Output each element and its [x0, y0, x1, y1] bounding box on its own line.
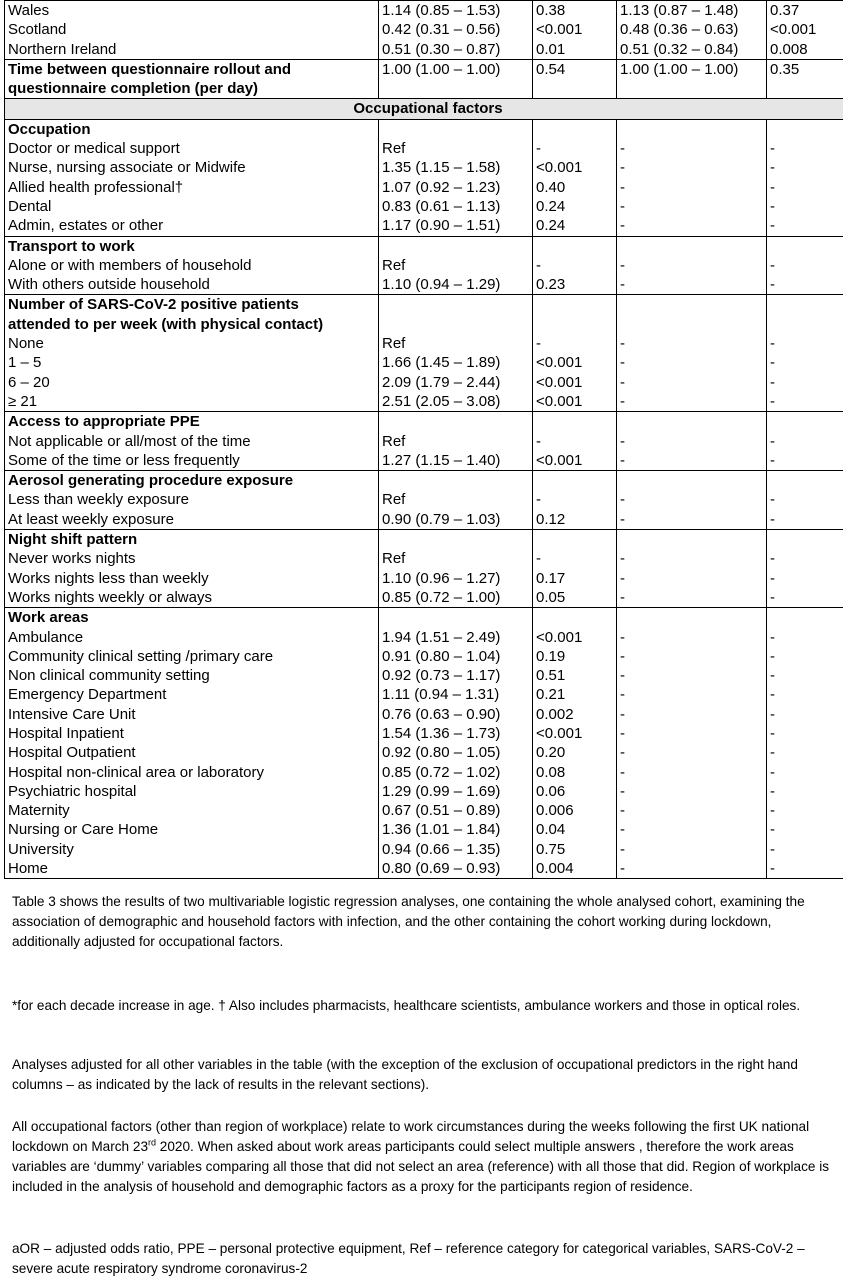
aor-cell: [379, 471, 533, 491]
aor-cell-adjusted: -: [617, 666, 767, 685]
footnote-occupational: [12, 1117, 834, 1197]
p-value-cell: 0.01: [533, 40, 617, 60]
table-row: [5, 549, 843, 568]
p-value-cell-adjusted: -: [767, 216, 843, 236]
group-title-row: [5, 530, 843, 550]
row-label: Intensive Care Unit: [5, 705, 379, 724]
aor-cell: Ref: [379, 256, 533, 275]
row-label: 1 – 5: [5, 353, 379, 372]
aor-cell: [379, 236, 533, 256]
table-row: [5, 216, 843, 236]
table-row: [5, 859, 843, 879]
p-value-cell: 0.24: [533, 197, 617, 216]
p-value-cell-adjusted: -: [767, 178, 843, 197]
group-title-row: [5, 79, 843, 99]
p-value-cell: <0.001: [533, 451, 617, 471]
row-label: Ambulance: [5, 628, 379, 647]
row-label: Less than weekly exposure: [5, 490, 379, 509]
p-value-cell: -: [533, 334, 617, 353]
group-title: questionnaire completion (per day): [5, 79, 379, 99]
aor-cell: 1.94 (1.51 – 2.49): [379, 628, 533, 647]
group-title-row: [5, 471, 843, 491]
p-value-cell: -: [533, 490, 617, 509]
p-value-cell: 0.20: [533, 743, 617, 762]
aor-cell-adjusted: -: [617, 840, 767, 859]
p-value-cell-adjusted: -: [767, 859, 843, 879]
p-value-cell: 0.08: [533, 763, 617, 782]
footnote-adjustment: Analyses adjusted for all other variables in the table (with the exception of the exclusion of occupational predictors in the right hand columns – as indicated by the lack of results in the relevant sections).: [12, 1057, 798, 1092]
table-row: [5, 40, 843, 60]
aor-cell: 1.54 (1.36 – 1.73): [379, 724, 533, 743]
aor-cell-adjusted: [617, 530, 767, 550]
table-row: [5, 628, 843, 647]
aor-cell: 0.51 (0.30 – 0.87): [379, 40, 533, 60]
p-value-cell: 0.23: [533, 275, 617, 295]
aor-cell: [379, 119, 533, 139]
row-label: Nursing or Care Home: [5, 820, 379, 839]
aor-cell-adjusted: -: [617, 373, 767, 392]
row-label: Hospital non-clinical area or laboratory: [5, 763, 379, 782]
p-value-cell: [533, 236, 617, 256]
table-row: [5, 510, 843, 530]
row-label: Dental: [5, 197, 379, 216]
aor-cell: Ref: [379, 490, 533, 509]
p-value-cell: <0.001: [533, 392, 617, 412]
aor-cell-adjusted: -: [617, 743, 767, 762]
p-value-cell-adjusted: -: [767, 275, 843, 295]
p-value-cell: 0.51: [533, 666, 617, 685]
table-row: [5, 451, 843, 471]
aor-cell-adjusted: -: [617, 705, 767, 724]
aor-cell-adjusted: 0.48 (0.36 – 0.63): [617, 20, 767, 39]
aor-cell: Ref: [379, 139, 533, 158]
p-value-cell-adjusted: -: [767, 820, 843, 839]
p-value-cell: 0.19: [533, 647, 617, 666]
aor-cell-adjusted: -: [617, 334, 767, 353]
group-title: attended to per week (with physical contact): [5, 315, 379, 334]
aor-cell-adjusted: -: [617, 685, 767, 704]
aor-cell: 1.36 (1.01 – 1.84): [379, 820, 533, 839]
p-value-cell: <0.001: [533, 353, 617, 372]
footnote-age-ahp: *for each decade increase in age. † Also includes pharmacists, healthcare scientists, ambulance workers and those in optical roles.: [12, 998, 801, 1013]
footnote-occupational-sup: rd: [148, 1137, 157, 1148]
p-value-cell-adjusted: [767, 119, 843, 139]
aor-cell-adjusted: -: [617, 256, 767, 275]
results-table-body: [5, 1, 843, 879]
p-value-cell: 0.05: [533, 588, 617, 608]
p-value-cell: 0.75: [533, 840, 617, 859]
p-value-cell-adjusted: -: [767, 139, 843, 158]
aor-cell-adjusted: -: [617, 216, 767, 236]
p-value-cell: [533, 412, 617, 432]
aor-cell-adjusted: -: [617, 569, 767, 588]
p-value-cell: -: [533, 432, 617, 451]
table-row: [5, 820, 843, 839]
aor-cell-adjusted: 1.13 (0.87 – 1.48): [617, 1, 767, 21]
aor-cell: Ref: [379, 432, 533, 451]
p-value-cell: [533, 530, 617, 550]
p-value-cell-adjusted: [767, 79, 843, 99]
table-row: [5, 197, 843, 216]
row-label: Doctor or medical support: [5, 139, 379, 158]
aor-cell-adjusted: -: [617, 197, 767, 216]
row-label: Maternity: [5, 801, 379, 820]
p-value-cell-adjusted: -: [767, 353, 843, 372]
aor-cell-adjusted: -: [617, 432, 767, 451]
group-title-row: [5, 412, 843, 432]
row-label: Hospital Outpatient: [5, 743, 379, 762]
row-label: Alone or with members of household: [5, 256, 379, 275]
p-value-cell-adjusted: -: [767, 685, 843, 704]
table-row: [5, 782, 843, 801]
p-value-cell-adjusted: [767, 608, 843, 628]
aor-cell-adjusted: -: [617, 139, 767, 158]
p-value-cell: 0.24: [533, 216, 617, 236]
row-label: Works nights weekly or always: [5, 588, 379, 608]
group-title: Time between questionnaire rollout and: [5, 59, 379, 79]
group-title-row: [5, 236, 843, 256]
row-label: University: [5, 840, 379, 859]
aor-cell-adjusted: -: [617, 820, 767, 839]
aor-cell: 1.14 (0.85 – 1.53): [379, 1, 533, 21]
p-value-cell-adjusted: [767, 412, 843, 432]
table-row: [5, 724, 843, 743]
aor-cell: 1.07 (0.92 – 1.23): [379, 178, 533, 197]
table-row: [5, 1, 843, 21]
row-label: Some of the time or less frequently: [5, 451, 379, 471]
table-row: [5, 275, 843, 295]
aor-cell-adjusted: -: [617, 490, 767, 509]
aor-cell-adjusted: -: [617, 158, 767, 177]
section-header-row: [5, 99, 843, 119]
p-value-cell: 0.12: [533, 510, 617, 530]
aor-cell-adjusted: -: [617, 588, 767, 608]
aor-cell-adjusted: [617, 471, 767, 491]
group-title: Work areas: [5, 608, 379, 628]
aor-cell-adjusted: [617, 79, 767, 99]
footnote-occupational-text-cont: 2020. When asked about work areas participants could select multiple answers , therefore the work areas variables are ‘dummy’ variables comparing all those that did not select an area (reference) with all those that did. Region of workplace is included in the analysis of household and demographic factors as a proxy for the participants region of residence.: [12, 1139, 830, 1194]
p-value-cell-adjusted: -: [767, 628, 843, 647]
p-value-cell-adjusted: -: [767, 840, 843, 859]
aor-cell: Ref: [379, 549, 533, 568]
aor-cell-adjusted: -: [617, 549, 767, 568]
p-value-cell-adjusted: -: [767, 158, 843, 177]
p-value-cell: [533, 315, 617, 334]
table-row: [5, 178, 843, 197]
p-value-cell: 0.006: [533, 801, 617, 820]
p-value-cell-adjusted: [767, 295, 843, 315]
table-row: [5, 763, 843, 782]
aor-cell: 0.83 (0.61 – 1.13): [379, 197, 533, 216]
aor-cell-adjusted: -: [617, 510, 767, 530]
p-value-cell: 0.38: [533, 1, 617, 21]
aor-cell: 1.00 (1.00 – 1.00): [379, 59, 533, 79]
p-value-cell: <0.001: [533, 158, 617, 177]
row-label: Home: [5, 859, 379, 879]
p-value-cell-adjusted: [767, 471, 843, 491]
p-value-cell-adjusted: [767, 315, 843, 334]
aor-cell-adjusted: -: [617, 628, 767, 647]
row-label: Community clinical setting /primary care: [5, 647, 379, 666]
row-label: Psychiatric hospital: [5, 782, 379, 801]
p-value-cell: [533, 79, 617, 99]
table-row: [5, 334, 843, 353]
p-value-cell: -: [533, 139, 617, 158]
p-value-cell-adjusted: -: [767, 666, 843, 685]
table-row: [5, 647, 843, 666]
table-row: [5, 840, 843, 859]
p-value-cell-adjusted: 0.35: [767, 59, 843, 79]
p-value-cell-adjusted: -: [767, 763, 843, 782]
table-row: [5, 256, 843, 275]
p-value-cell: <0.001: [533, 373, 617, 392]
aor-cell-adjusted: -: [617, 724, 767, 743]
aor-cell: [379, 295, 533, 315]
p-value-cell-adjusted: -: [767, 743, 843, 762]
table-row: [5, 158, 843, 177]
p-value-cell-adjusted: -: [767, 549, 843, 568]
p-value-cell-adjusted: 0.008: [767, 40, 843, 60]
p-value-cell-adjusted: -: [767, 373, 843, 392]
row-label: Works nights less than weekly: [5, 569, 379, 588]
table3-description: Table 3 shows the results of two multivariable logistic regression analyses, one containing the whole analysed cohort, examining the association of demographic and household factors with infection, and the other containing the cohort working during lockdown, additionally adjusted for occupational factors.: [12, 894, 805, 949]
aor-cell: Ref: [379, 334, 533, 353]
row-label: Not applicable or all/most of the time: [5, 432, 379, 451]
row-label: At least weekly exposure: [5, 510, 379, 530]
row-label: With others outside household: [5, 275, 379, 295]
table-row: [5, 432, 843, 451]
aor-cell: 0.85 (0.72 – 1.02): [379, 763, 533, 782]
row-label: Nurse, nursing associate or Midwife: [5, 158, 379, 177]
row-label: Wales: [5, 1, 379, 21]
aor-cell: 0.92 (0.73 – 1.17): [379, 666, 533, 685]
p-value-cell: [533, 471, 617, 491]
p-value-cell: [533, 295, 617, 315]
aor-cell: 1.35 (1.15 – 1.58): [379, 158, 533, 177]
aor-cell: 1.10 (0.96 – 1.27): [379, 569, 533, 588]
table-row: [5, 801, 843, 820]
p-value-cell: <0.001: [533, 724, 617, 743]
aor-cell: 0.85 (0.72 – 1.00): [379, 588, 533, 608]
aor-cell: 1.10 (0.94 – 1.29): [379, 275, 533, 295]
aor-cell-adjusted: [617, 295, 767, 315]
row-label: Northern Ireland: [5, 40, 379, 60]
aor-cell-adjusted: [617, 412, 767, 432]
p-value-cell: 0.17: [533, 569, 617, 588]
row-label: ≥ 21: [5, 392, 379, 412]
aor-cell: 0.92 (0.80 – 1.05): [379, 743, 533, 762]
aor-cell: [379, 79, 533, 99]
aor-cell-adjusted: -: [617, 782, 767, 801]
aor-cell: 0.80 (0.69 – 0.93): [379, 859, 533, 879]
footnote-abbreviations: aOR – adjusted odds ratio, PPE – personal protective equipment, Ref – reference category for categorical variables, SARS-CoV-2 – severe acute respiratory syndrome coronavirus-2: [12, 1241, 805, 1276]
aor-cell: 2.09 (1.79 – 2.44): [379, 373, 533, 392]
aor-cell-adjusted: -: [617, 275, 767, 295]
table-row: [5, 588, 843, 608]
p-value-cell: -: [533, 256, 617, 275]
row-label: 6 – 20: [5, 373, 379, 392]
p-value-cell-adjusted: <0.001: [767, 20, 843, 39]
table-row: [5, 743, 843, 762]
p-value-cell-adjusted: -: [767, 451, 843, 471]
row-label: Non clinical community setting: [5, 666, 379, 685]
aor-cell-adjusted: -: [617, 451, 767, 471]
p-value-cell: 0.40: [533, 178, 617, 197]
table-row: [5, 685, 843, 704]
group-title-row: [5, 119, 843, 139]
p-value-cell: 0.002: [533, 705, 617, 724]
aor-cell: 0.94 (0.66 – 1.35): [379, 840, 533, 859]
group-title: Night shift pattern: [5, 530, 379, 550]
aor-cell: [379, 315, 533, 334]
p-value-cell: -: [533, 549, 617, 568]
table-row: [5, 392, 843, 412]
p-value-cell: 0.21: [533, 685, 617, 704]
footnote-occupational-text: All occupational factors (other than region of workplace) relate to work circumstances during the weeks following the first UK national lockdown on March 23: [12, 1119, 810, 1154]
p-value-cell-adjusted: -: [767, 724, 843, 743]
group-title: Number of SARS-CoV-2 positive patients: [5, 295, 379, 315]
section-title: Occupational factors: [5, 99, 843, 119]
row-label: Allied health professional†: [5, 178, 379, 197]
p-value-cell: 0.06: [533, 782, 617, 801]
group-title: Access to appropriate PPE: [5, 412, 379, 432]
p-value-cell-adjusted: -: [767, 705, 843, 724]
table-row: [5, 20, 843, 39]
p-value-cell-adjusted: [767, 236, 843, 256]
aor-cell: 1.17 (0.90 – 1.51): [379, 216, 533, 236]
p-value-cell-adjusted: -: [767, 432, 843, 451]
aor-cell: [379, 530, 533, 550]
aor-cell: 0.42 (0.31 – 0.56): [379, 20, 533, 39]
aor-cell: [379, 412, 533, 432]
row-label: Hospital Inpatient: [5, 724, 379, 743]
p-value-cell-adjusted: -: [767, 256, 843, 275]
p-value-cell: [533, 119, 617, 139]
p-value-cell: <0.001: [533, 628, 617, 647]
p-value-cell: 0.04: [533, 820, 617, 839]
p-value-cell-adjusted: -: [767, 782, 843, 801]
table-row: [5, 490, 843, 509]
aor-cell-adjusted: [617, 608, 767, 628]
group-title-row: [5, 608, 843, 628]
table-row: [5, 666, 843, 685]
p-value-cell: [533, 608, 617, 628]
row-label: Never works nights: [5, 549, 379, 568]
p-value-cell-adjusted: -: [767, 490, 843, 509]
p-value-cell: <0.001: [533, 20, 617, 39]
aor-cell-adjusted: -: [617, 763, 767, 782]
aor-cell: 0.91 (0.80 – 1.04): [379, 647, 533, 666]
aor-cell: 0.67 (0.51 – 0.89): [379, 801, 533, 820]
p-value-cell: 0.004: [533, 859, 617, 879]
table-row: [5, 353, 843, 372]
aor-cell-adjusted: 1.00 (1.00 – 1.00): [617, 59, 767, 79]
row-label: Emergency Department: [5, 685, 379, 704]
aor-cell: 1.66 (1.45 – 1.89): [379, 353, 533, 372]
p-value-cell-adjusted: -: [767, 197, 843, 216]
p-value-cell-adjusted: -: [767, 647, 843, 666]
group-title: Occupation: [5, 119, 379, 139]
group-title: Aerosol generating procedure exposure: [5, 471, 379, 491]
table-row: [5, 373, 843, 392]
aor-cell-adjusted: 0.51 (0.32 – 0.84): [617, 40, 767, 60]
table-row: [5, 139, 843, 158]
row-label: Scotland: [5, 20, 379, 39]
aor-cell-adjusted: [617, 236, 767, 256]
aor-cell-adjusted: [617, 315, 767, 334]
aor-cell-adjusted: [617, 119, 767, 139]
row-label: None: [5, 334, 379, 353]
aor-cell: 1.29 (0.99 – 1.69): [379, 782, 533, 801]
aor-cell: 1.11 (0.94 – 1.31): [379, 685, 533, 704]
aor-cell-adjusted: -: [617, 647, 767, 666]
aor-cell: 1.27 (1.15 – 1.40): [379, 451, 533, 471]
table-row: [5, 569, 843, 588]
aor-cell-adjusted: -: [617, 859, 767, 879]
group-title-row: [5, 295, 843, 315]
p-value-cell-adjusted: -: [767, 392, 843, 412]
group-title-row: [5, 59, 843, 79]
aor-cell: 0.76 (0.63 – 0.90): [379, 705, 533, 724]
p-value-cell-adjusted: -: [767, 569, 843, 588]
p-value-cell-adjusted: -: [767, 334, 843, 353]
aor-cell: [379, 608, 533, 628]
p-value-cell-adjusted: 0.37: [767, 1, 843, 21]
group-title-row: [5, 315, 843, 334]
aor-cell-adjusted: -: [617, 801, 767, 820]
p-value-cell-adjusted: [767, 530, 843, 550]
p-value-cell-adjusted: -: [767, 801, 843, 820]
aor-cell-adjusted: -: [617, 353, 767, 372]
results-table: [4, 0, 843, 879]
aor-cell-adjusted: -: [617, 178, 767, 197]
aor-cell-adjusted: -: [617, 392, 767, 412]
aor-cell: 0.90 (0.79 – 1.03): [379, 510, 533, 530]
group-title: Transport to work: [5, 236, 379, 256]
table-row: [5, 705, 843, 724]
p-value-cell-adjusted: -: [767, 510, 843, 530]
p-value-cell-adjusted: -: [767, 588, 843, 608]
aor-cell: 2.51 (2.05 – 3.08): [379, 392, 533, 412]
row-label: Admin, estates or other: [5, 216, 379, 236]
p-value-cell: 0.54: [533, 59, 617, 79]
